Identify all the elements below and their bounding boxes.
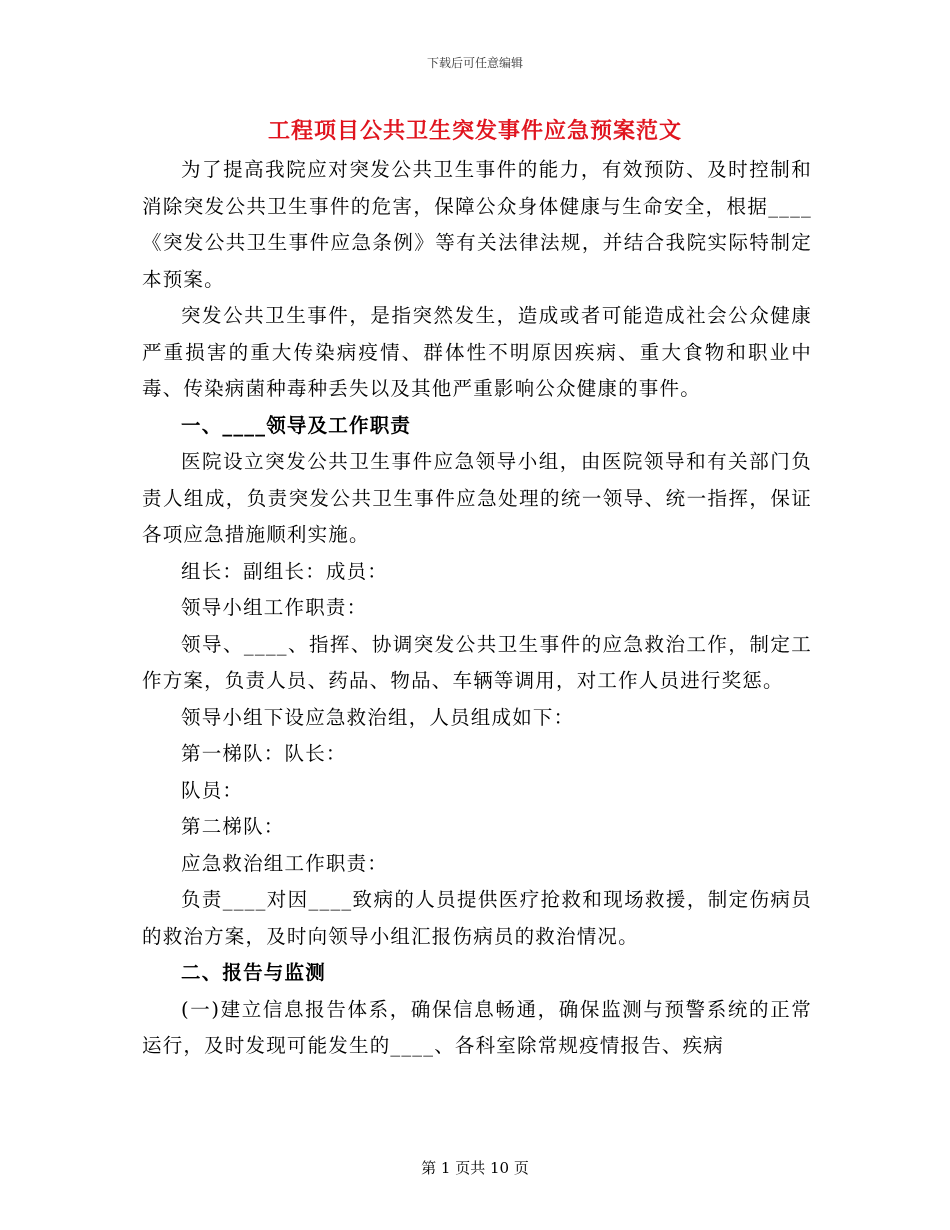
page-footer: 第 1 页共 10 页 [421,1159,529,1177]
document-title: 工程项目公共卫生突发事件应急预案范文 [267,119,682,144]
paragraph-intro: 为了提高我院应对突发公共卫生事件的能力，有效预防、及时控制和消除突发公共卫生事件的危害，保障公众身体健康与生命安全，根据____《突发公共卫生事件应急条例》等有关法律法规，并结合我院实际特制定本预案。 [142,158,812,291]
paragraph-group-members: 组长：副组长：成员： [181,559,389,583]
paragraph-rescue-duties-label: 应急救治组工作职责： [181,851,389,875]
paragraph-leadership-group: 医院设立突发公共卫生事件应急领导小组，由医院领导和有关部门负责人组成，负责突发公共卫生事件应急处理的统一领导、统一指挥，保证各项应急措施顺利实施。 [142,450,812,546]
paragraph-group-duties: 领导、____、指挥、协调突发公共卫生事件的应急救治工作，制定工作方案，负责人员、药品、物品、车辆等调用，对工作人员进行奖惩。 [142,632,812,692]
page-header-note: 下载后可任意编辑 [426,56,523,70]
paragraph-rescue-duties: 负责____对因____致病的人员提供医疗抢救和现场救援，制定伤病员的救治方案，及时向领导小组汇报伤病员的救治情况。 [142,888,812,948]
section-heading-2: 二、报告与监测 [181,961,326,984]
document-body [142,152,812,1065]
paragraph-reporting: (一)建立信息报告体系，确保信息畅通，确保监测与预警系统的正常运行，及时发现可能发生的____、各科室除常规疫情报告、疾病 [142,997,812,1057]
paragraph-team-members: 队员： [181,778,244,802]
paragraph-team-two: 第二梯队： [181,815,285,838]
paragraph-team-one: 第一梯队：队长： [181,742,347,765]
paragraph-rescue-group: 领导小组下设应急救治组，人员组成如下： [181,705,575,729]
paragraph-group-duties-label: 领导小组工作职责： [181,596,368,619]
paragraph-definition: 突发公共卫生事件，是指突然发生，造成或者可能造成社会公众健康严重损害的重大传染病疫情、群体性不明原因疾病、重大食物和职业中毒、传染病菌种毒种丢失以及其他严重影响公众健康的事件。 [142,304,812,400]
section-heading-1: 一、____领导及工作职责 [181,413,412,437]
